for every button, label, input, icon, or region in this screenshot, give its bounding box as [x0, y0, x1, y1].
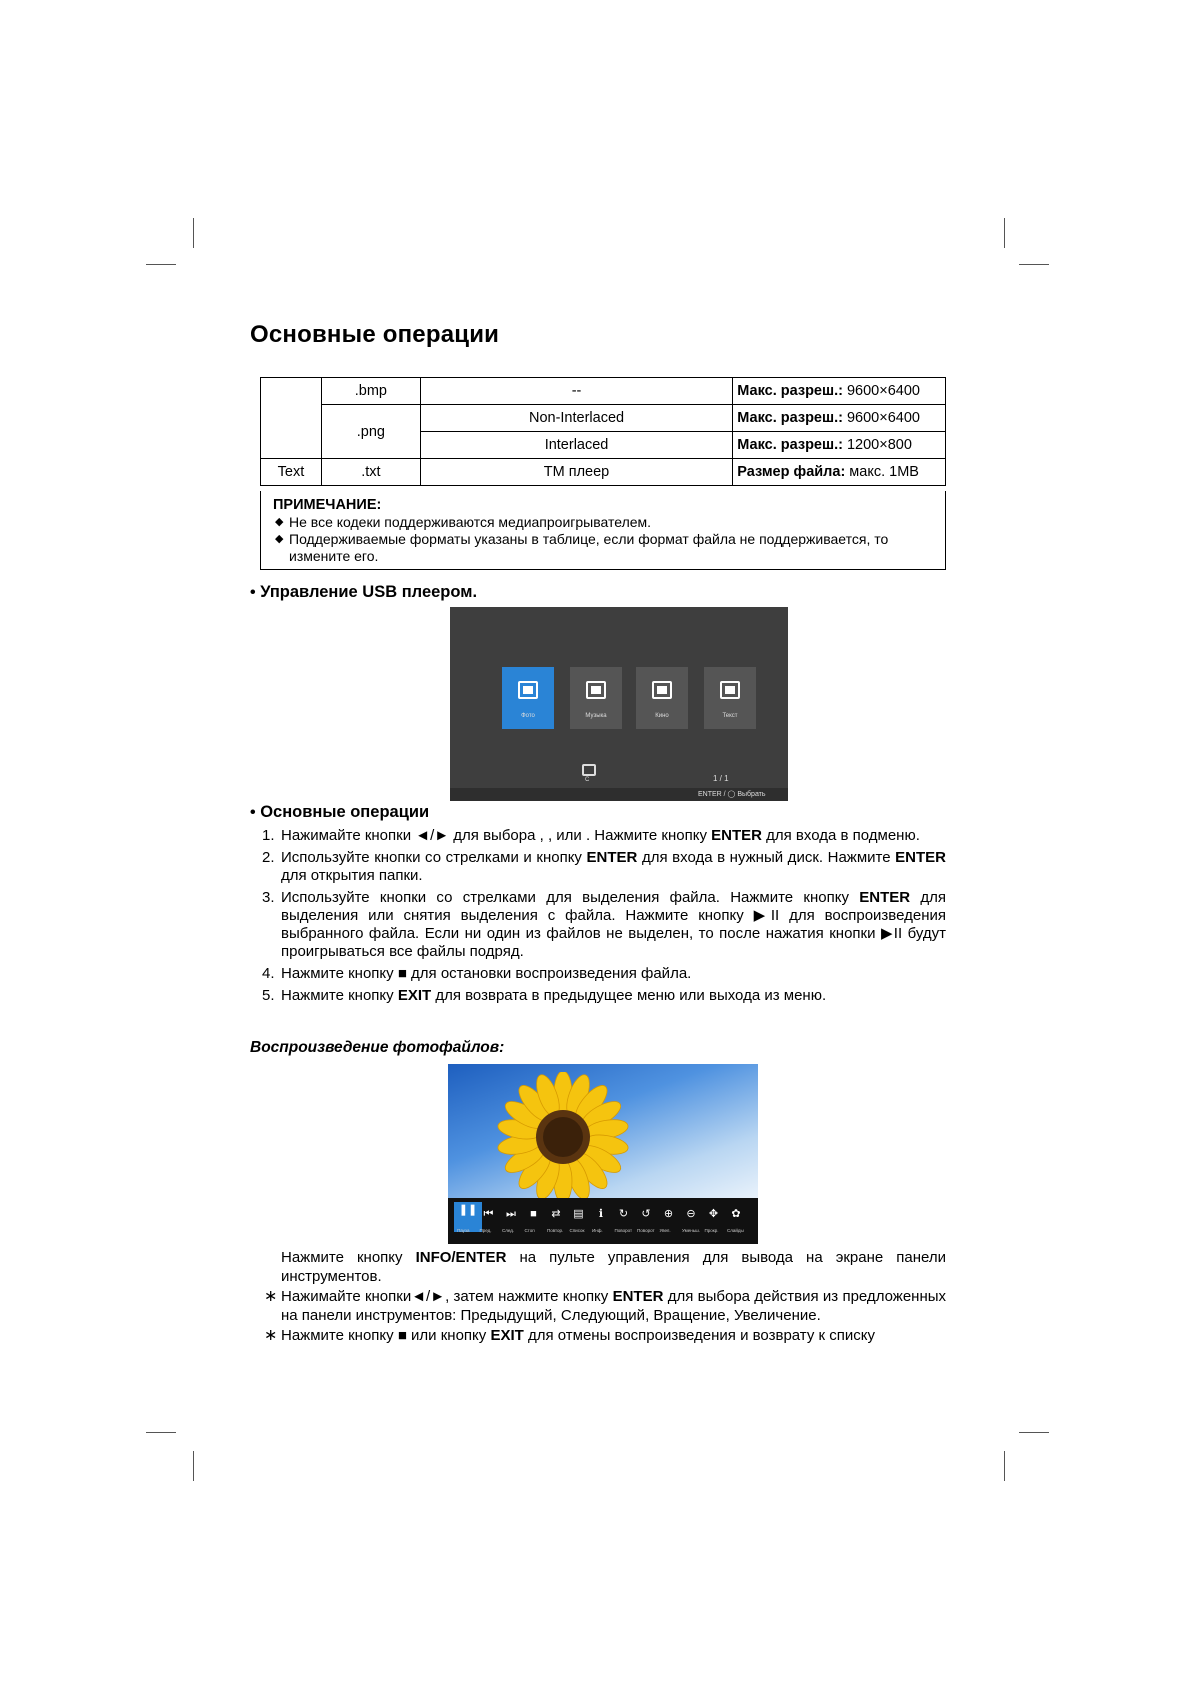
spec-label: Макс. разреш.: — [737, 437, 843, 453]
photo-player-screenshot — [448, 1064, 758, 1244]
mode-cell: Interlaced — [420, 432, 732, 459]
toolbar-button-label: Инф. — [592, 1228, 603, 1233]
toolbar-button-label: Пауза — [457, 1228, 470, 1233]
tile-movie[interactable] — [636, 667, 688, 729]
spec-value: 9600×6400 — [842, 383, 920, 399]
toolbar-button-icon[interactable]: ❚❚ — [454, 1202, 482, 1232]
toolbar-button-icon[interactable]: ↻ — [618, 1208, 629, 1220]
ext-cell: .png — [321, 405, 420, 459]
toolbar-button-label: Повтор. — [547, 1228, 564, 1233]
crop-mark — [193, 218, 194, 248]
spec-label: Макс. разреш.: — [737, 410, 843, 426]
sunflower-image — [496, 1072, 631, 1207]
film-icon — [652, 681, 672, 699]
type-cell: Text — [261, 459, 322, 486]
key-name: EXIT — [490, 1327, 524, 1344]
spec-cell — [733, 432, 946, 459]
photo-toolbar — [448, 1198, 758, 1244]
text: Нажимайте кнопки ◄/► для выбора , , или . Нажмите кнопку — [281, 827, 712, 844]
type-cell — [261, 378, 322, 459]
toolbar-button-icon[interactable]: ⇄ — [551, 1208, 561, 1220]
instruction-paragraph — [262, 1288, 946, 1325]
crop-mark — [1019, 264, 1049, 265]
spec-cell — [733, 405, 946, 432]
text: Нажмите кнопку ■ или кнопку — [281, 1327, 491, 1344]
toolbar-button-icon[interactable]: ↺ — [641, 1208, 651, 1220]
toolbar-button-label: Увел. — [659, 1228, 671, 1233]
toolbar-button-icon[interactable]: ⏭ — [506, 1208, 516, 1220]
spec-value: макс. 1MB — [845, 464, 919, 480]
toolbar-button-icon[interactable]: ▤ — [573, 1208, 584, 1220]
asterisk-icon: ∗ — [264, 1288, 278, 1305]
note-item — [273, 531, 933, 565]
item-number: 1. — [262, 827, 275, 844]
toolbar-button-label: Слайды — [727, 1228, 744, 1233]
text: для выбора действия из предложенных на панели инструментов: Предыдущий, Следующий, Вращение, Увеличение. — [281, 1288, 947, 1324]
key-name: ENTER — [612, 1288, 664, 1305]
music-icon — [586, 681, 606, 699]
page-title: Основные операции — [250, 321, 500, 348]
item-number: 3. — [262, 889, 275, 906]
bullet-icon: • — [250, 804, 256, 821]
toolbar-button-label: Поворот — [614, 1228, 633, 1233]
select-hint: ENTER / ◯ Выбрать — [698, 791, 766, 798]
ops-section-heading — [250, 803, 429, 822]
spec-label: Макс. разреш.: — [737, 383, 843, 399]
usb-section-title: Управление USB плеером. — [260, 583, 478, 601]
crop-mark — [1019, 1432, 1049, 1433]
tile-label: Текст — [722, 713, 738, 719]
key-name: ENTER — [711, 827, 762, 844]
tile-label: Музыка — [585, 713, 607, 719]
note-title: ПРИМЕЧАНИЕ: — [273, 497, 382, 513]
spec-cell — [733, 459, 946, 486]
crop-mark — [1004, 1451, 1005, 1481]
toolbar-button-icon[interactable]: ⊕ — [663, 1208, 674, 1220]
list-item — [262, 849, 946, 885]
instruction-paragraph — [262, 1327, 946, 1346]
mode-cell: -- — [420, 378, 732, 405]
text: Нажмите кнопку ■ для остановки воспроизведения файла. — [281, 965, 692, 982]
list-item — [262, 965, 946, 983]
ext-cell: .bmp — [321, 378, 420, 405]
text: Нажмите кнопку — [281, 987, 398, 1004]
toolbar-button-icon[interactable]: ⏮ — [483, 1208, 494, 1220]
key-name: ENTER — [859, 889, 911, 906]
toolbar-button-icon[interactable]: ⊖ — [686, 1208, 696, 1220]
crop-mark — [146, 264, 176, 265]
item-number: 5. — [262, 987, 275, 1004]
mode-cell: Non-Interlaced — [420, 405, 732, 432]
crop-mark — [193, 1451, 194, 1481]
text: для входа в подменю. — [761, 827, 920, 844]
table-row — [261, 378, 946, 405]
diamond-bullet-icon: ◆ — [275, 516, 284, 528]
ext-cell: .txt — [321, 459, 420, 486]
instruction-paragraph — [262, 1249, 946, 1286]
spec-value: 9600×6400 — [842, 410, 920, 426]
tile-text[interactable] — [704, 667, 756, 729]
crop-mark — [146, 1432, 176, 1433]
tile-music[interactable] — [570, 667, 622, 729]
toolbar-instructions — [262, 1249, 946, 1348]
key-name: ENTER — [586, 849, 638, 866]
spec-label: Размер файла: — [737, 464, 846, 480]
list-item — [262, 827, 946, 845]
asterisk-icon: ∗ — [264, 1327, 278, 1344]
list-item — [262, 889, 946, 961]
item-number: 4. — [262, 965, 275, 982]
usb-menu-screenshot — [450, 607, 788, 801]
usb-device-label: C — [585, 777, 590, 783]
toolbar-button-label: Список — [569, 1228, 585, 1233]
note-text: Не все кодеки поддерживаются медиапроигрывателем. — [289, 514, 652, 530]
text: для возврата в предыдущее меню или выхода из меню. — [431, 987, 827, 1004]
text: на пульте управления для вывода на экране панели инструментов. — [281, 1249, 947, 1285]
page-indicator: 1 / 1 — [713, 774, 729, 783]
operations-list — [262, 827, 946, 1009]
table-row — [261, 459, 946, 486]
toolbar-button-icon[interactable]: ✿ — [731, 1208, 741, 1220]
toolbar-button-icon[interactable]: ■ — [530, 1208, 537, 1220]
text-icon — [720, 681, 740, 699]
diamond-bullet-icon: ◆ — [275, 533, 284, 545]
format-table — [260, 377, 946, 486]
toolbar-button-label: Поворот — [637, 1228, 655, 1233]
mode-cell: TM плеер — [420, 459, 732, 486]
key-name: ENTER — [895, 849, 946, 866]
text: Используйте кнопки со стрелками для выделения файла. Нажмите кнопку — [281, 889, 860, 906]
key-name: INFO/ENTER — [415, 1249, 507, 1266]
item-number: 2. — [262, 849, 275, 866]
text: Нажмите кнопку — [281, 1249, 416, 1266]
note-box — [260, 491, 946, 570]
toolbar-button-icon[interactable]: ℹ — [598, 1208, 604, 1220]
toolbar-button-label: Стоп — [524, 1228, 535, 1233]
text: Используйте кнопки со стрелками и кнопку — [281, 849, 587, 866]
tile-label: Кино — [655, 713, 669, 719]
ops-section-title: Основные операции — [260, 803, 430, 821]
text: Нажимайте кнопки◄/►, затем нажмите кнопку — [281, 1288, 613, 1305]
toolbar-button-label: Уменьш. — [682, 1228, 700, 1233]
photo-playback-heading: Воспроизведение фотофайлов: — [250, 1039, 505, 1056]
usb-device-icon[interactable] — [582, 764, 596, 776]
tile-label: Фото — [521, 713, 535, 719]
text: для входа в нужный диск. Нажмите — [637, 849, 896, 866]
spec-value: 1200×800 — [842, 437, 912, 453]
note-text: Поддерживаемые форматы указаны в таблице, если формат файла не поддерживается, то измените его. — [289, 531, 889, 564]
crop-mark — [1004, 218, 1005, 248]
toolbar-button-label: Пред. — [479, 1228, 492, 1233]
spec-cell — [733, 378, 946, 405]
toolbar-button-label: Прокр. — [704, 1228, 719, 1233]
toolbar-button-label: След. — [502, 1228, 515, 1233]
tile-photo[interactable] — [502, 667, 554, 729]
photo-icon — [518, 681, 538, 699]
text: для выделения или снятия выделения с файла. Нажмите кнопку ▶II для воспроизведения выбранного файла. Если ни один из файлов не выделен, то после нажатия кнопки ▶II будут проигрываться все файлы подряд. — [281, 889, 946, 960]
text: для открытия папки. — [281, 867, 423, 884]
list-item — [262, 987, 946, 1005]
toolbar-button-icon[interactable]: ✥ — [708, 1208, 719, 1220]
note-item — [273, 514, 933, 531]
usb-section-heading — [250, 583, 477, 602]
text: для отмены воспроизведения и возврату к списку — [523, 1327, 875, 1344]
key-name: EXIT — [397, 987, 432, 1004]
bullet-icon: • — [250, 584, 256, 601]
table-row — [261, 405, 946, 432]
